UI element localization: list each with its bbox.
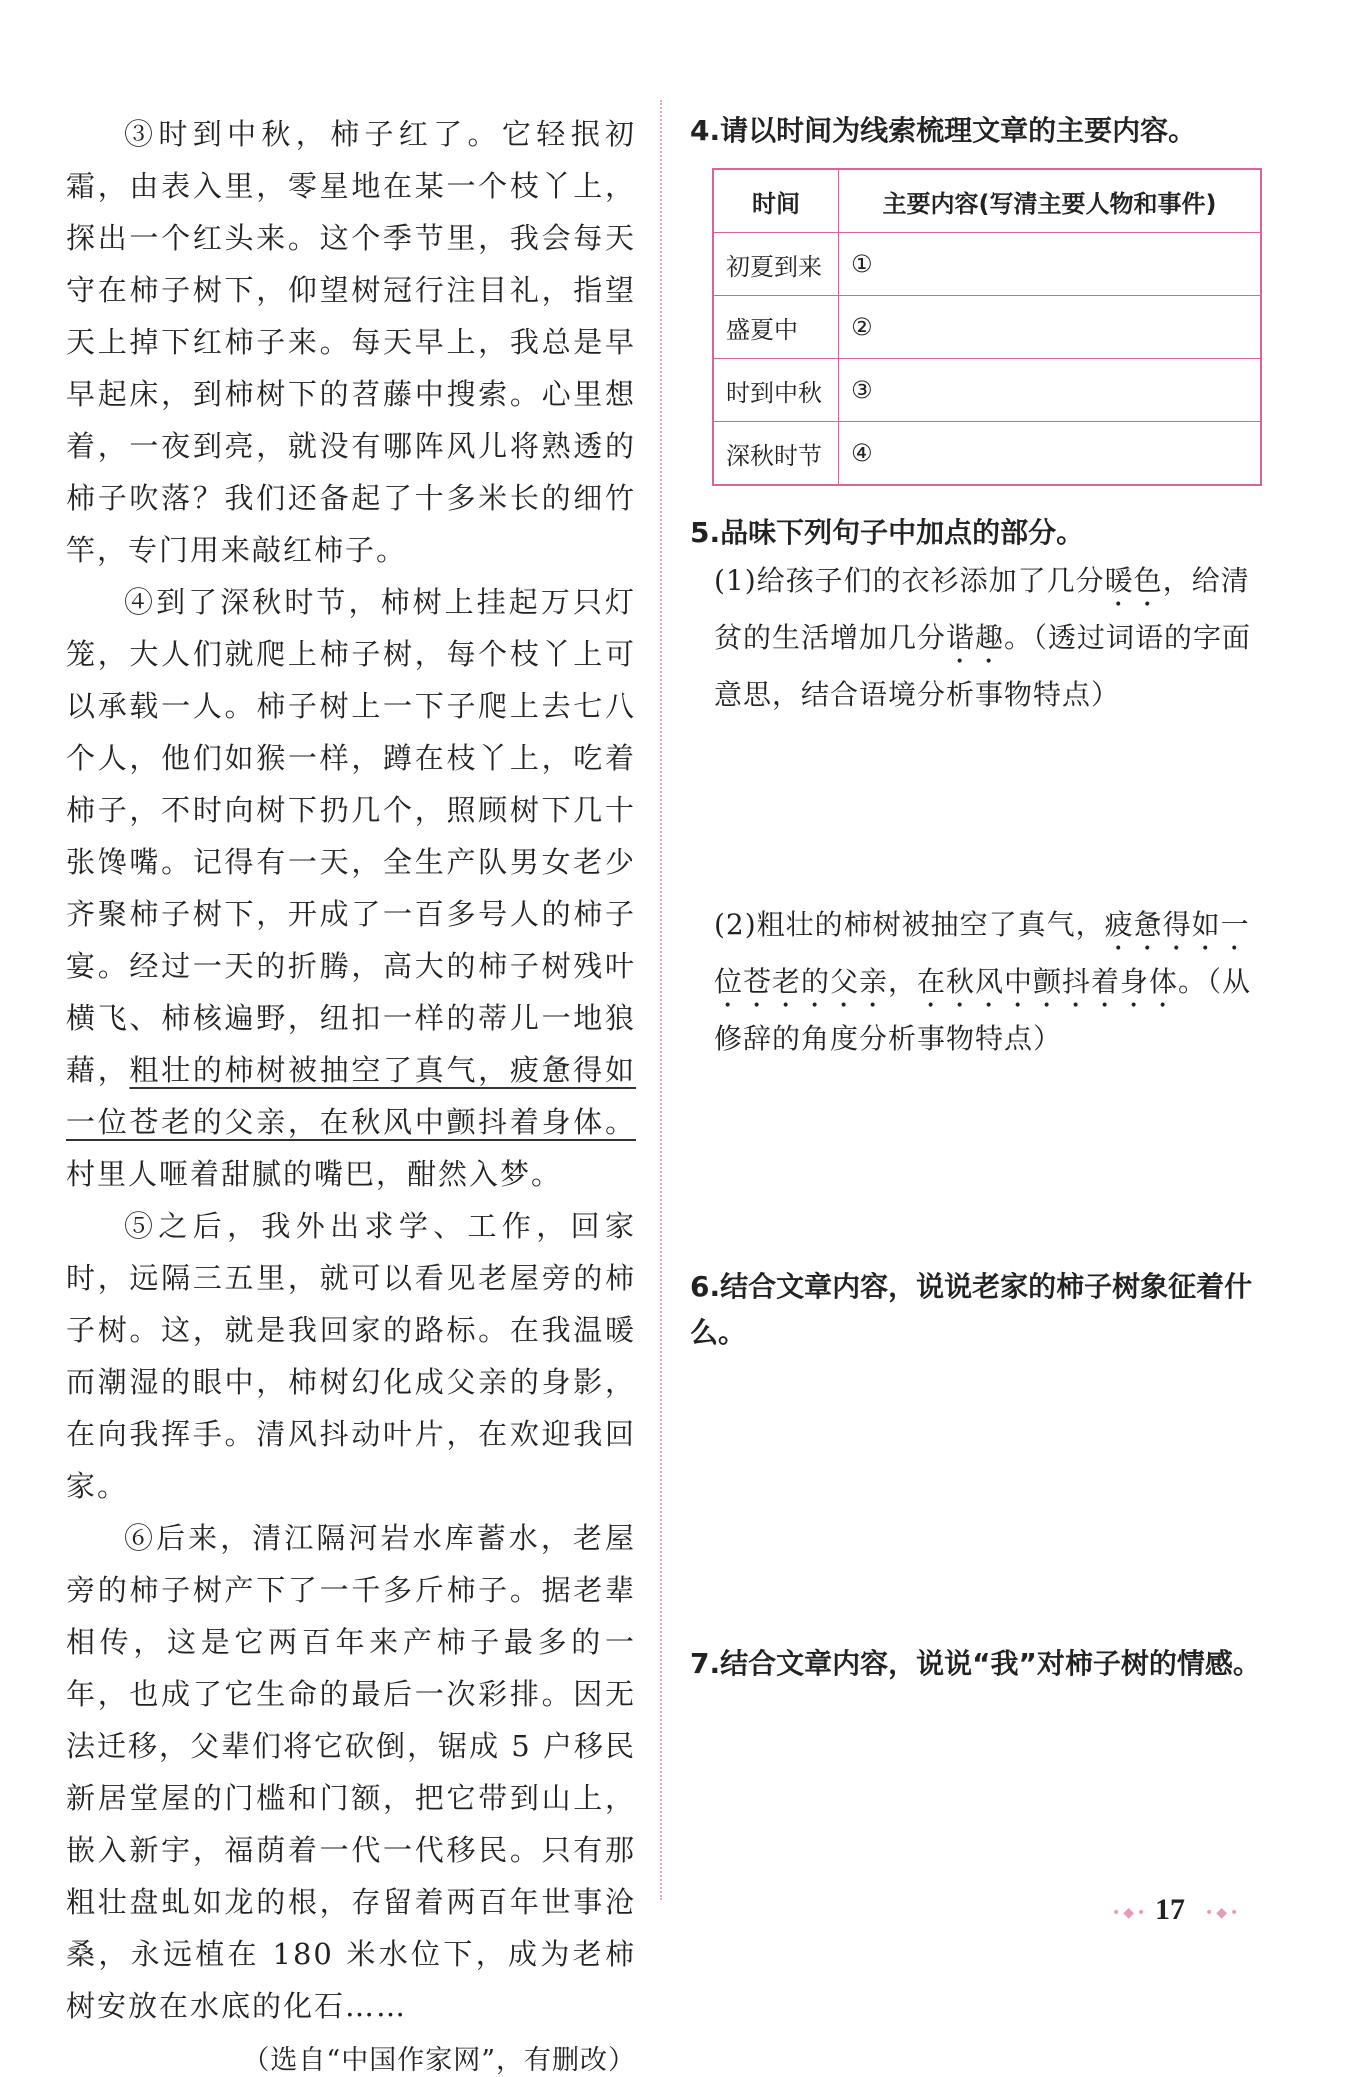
article-column bbox=[66, 108, 636, 2077]
part-1-hint: 。（透过词语的字面意思，结合语境分析事物特点） bbox=[714, 621, 1252, 711]
question-6-text: 结合文章内容，说说老家的柿子树象征着什么。 bbox=[690, 1270, 1253, 1349]
question-7-text: 结合文章内容，说说“我”对柿子树的情感。 bbox=[720, 1647, 1261, 1680]
row-time: 深秋时节 bbox=[713, 422, 839, 486]
row-content-field[interactable]: ② bbox=[839, 296, 1262, 359]
question-6 bbox=[690, 1264, 1275, 1356]
underlined-sentence: 粗壮的柿树被抽空了真气，疲惫得如一位苍老的父亲，在秋风中颤抖着身体。 bbox=[66, 1053, 636, 1139]
table-row bbox=[713, 359, 1261, 422]
part-1-text-2: ，给清贫的生活增加几分 bbox=[714, 564, 1250, 654]
column-divider bbox=[660, 100, 662, 1900]
table-row bbox=[713, 233, 1261, 296]
dotted-phrase-tired-father: 疲惫得如一位苍老的父亲，在秋风中颤抖着身体 bbox=[714, 908, 1250, 998]
question-7 bbox=[690, 1641, 1275, 1687]
row-time: 时到中秋 bbox=[713, 359, 839, 422]
row-time: 初夏到来 bbox=[713, 233, 839, 296]
article-paragraph-4 bbox=[66, 576, 636, 1200]
article-paragraph-5: ⑤之后，我外出求学、工作，回家时，远隔三五里，就可以看见老屋旁的柿子树。这，就是我回家的路标。在我温暖而潮湿的眼中，柿树幻化成父亲的身影，在向我挥手。清风抖动叶片，在欢迎我回家。 bbox=[66, 1209, 636, 1503]
dotted-word-humor: 谐趣 bbox=[946, 621, 1005, 654]
part-2-text: (2)粗壮的柿树被抽空了真气， bbox=[714, 908, 1105, 941]
question-4-number: 4. bbox=[690, 114, 721, 147]
question-6-number: 6. bbox=[690, 1270, 721, 1303]
row-time: 盛夏中 bbox=[713, 296, 839, 359]
answer-space-6[interactable] bbox=[690, 1356, 1275, 1641]
row-content-field[interactable]: ① bbox=[839, 233, 1262, 296]
answer-space-5-1[interactable] bbox=[690, 720, 1275, 900]
article-paragraph-6: ⑥后来，清江隔河岩水库蓄水，老屋旁的柿子树产下了一千多斤柿子。据老辈相传，这是它两百年来产柿子最多的一年，也成了它生命的最后一次彩排。因无法迁移，父辈们将它砍倒，锯成 5 户移民新居堂屋的门槛和门额，把它带到山上，嵌入新宇，福荫着一代一代移民。只有那粗壮盘虬如龙的根，存留着两百年世事沧桑，永远植在 180 米水位下，成为老柿树安放在水底的化石…… bbox=[66, 1521, 636, 2023]
article-paragraph-3: ③时到中秋，柿子红了。它轻抿初霜，由表入里，零星地在某一个枝丫上，探出一个红头来。这个季节里，我会每天守在柿子树下，仰望树冠行注目礼，指望天上掉下红柿子来。每天早上，我总是早早起床，到柿树下的苕藤中搜索。心里想着，一夜到亮，就没有哪阵风儿将熟透的柿子吹落？我们还备起了十多米长的细竹竿，专门用来敲红柿子。 bbox=[66, 117, 636, 567]
page-number: 17 bbox=[1155, 1893, 1185, 1926]
question-4-text: 请以时间为线索梳理文章的主要内容。 bbox=[720, 114, 1197, 147]
page-number-decoration-left: •◆• bbox=[1112, 1905, 1149, 1921]
question-5-text: 品味下列句子中加点的部分。 bbox=[720, 516, 1085, 549]
part-2-hint: 。（从修辞的角度分析事物特点） bbox=[714, 965, 1252, 1055]
table-row bbox=[713, 422, 1261, 486]
table-row bbox=[713, 296, 1261, 359]
question-4 bbox=[690, 108, 1275, 154]
header-time: 时间 bbox=[713, 169, 839, 233]
timeline-table bbox=[712, 168, 1262, 486]
question-5 bbox=[690, 510, 1275, 556]
row-content-field[interactable]: ④ bbox=[839, 422, 1262, 486]
part-1-text: (1)给孩子们的衣衫添加了几分 bbox=[714, 564, 1105, 597]
page-number-decoration-right: •◆• bbox=[1205, 1905, 1242, 1921]
answer-space-7[interactable] bbox=[690, 1687, 1275, 1987]
answer-space-5-2[interactable] bbox=[690, 1064, 1275, 1264]
dotted-word-warm-color: 暖色 bbox=[1104, 564, 1163, 597]
question-5-number: 5. bbox=[690, 516, 721, 549]
table-header-row bbox=[713, 169, 1261, 233]
paragraph-4-text: ④到了深秋时节，柿树上挂起万只灯笼，大人们就爬上柿子树，每个枝丫上可以承载一人。柿子树上一下子爬上去七八个人，他们如猴一样，蹲在枝丫上，吃着柿子，不时向树下扔几个，照顾树下几十张馋嘴。记得有一天，全生产队男女老少齐聚柿子树下，开成了一百多号人的柿子宴。经过一天的折腾，高大的柿子树残叶横飞、柿核遍野，纽扣一样的蒂儿一地狼藉， bbox=[66, 585, 636, 1087]
question-5-part-2 bbox=[714, 900, 1275, 1064]
question-5-part-1 bbox=[714, 556, 1275, 720]
question-7-number: 7. bbox=[690, 1647, 721, 1680]
article-source: （选自“中国作家网”，有删改） bbox=[242, 2045, 636, 2076]
paragraph-4-ending: 村里人咂着甜腻的嘴巴，酣然入梦。 bbox=[66, 1157, 563, 1191]
row-content-field[interactable]: ③ bbox=[839, 359, 1262, 422]
questions-column bbox=[690, 108, 1275, 1987]
header-content: 主要内容(写清主要人物和事件) bbox=[839, 169, 1262, 233]
